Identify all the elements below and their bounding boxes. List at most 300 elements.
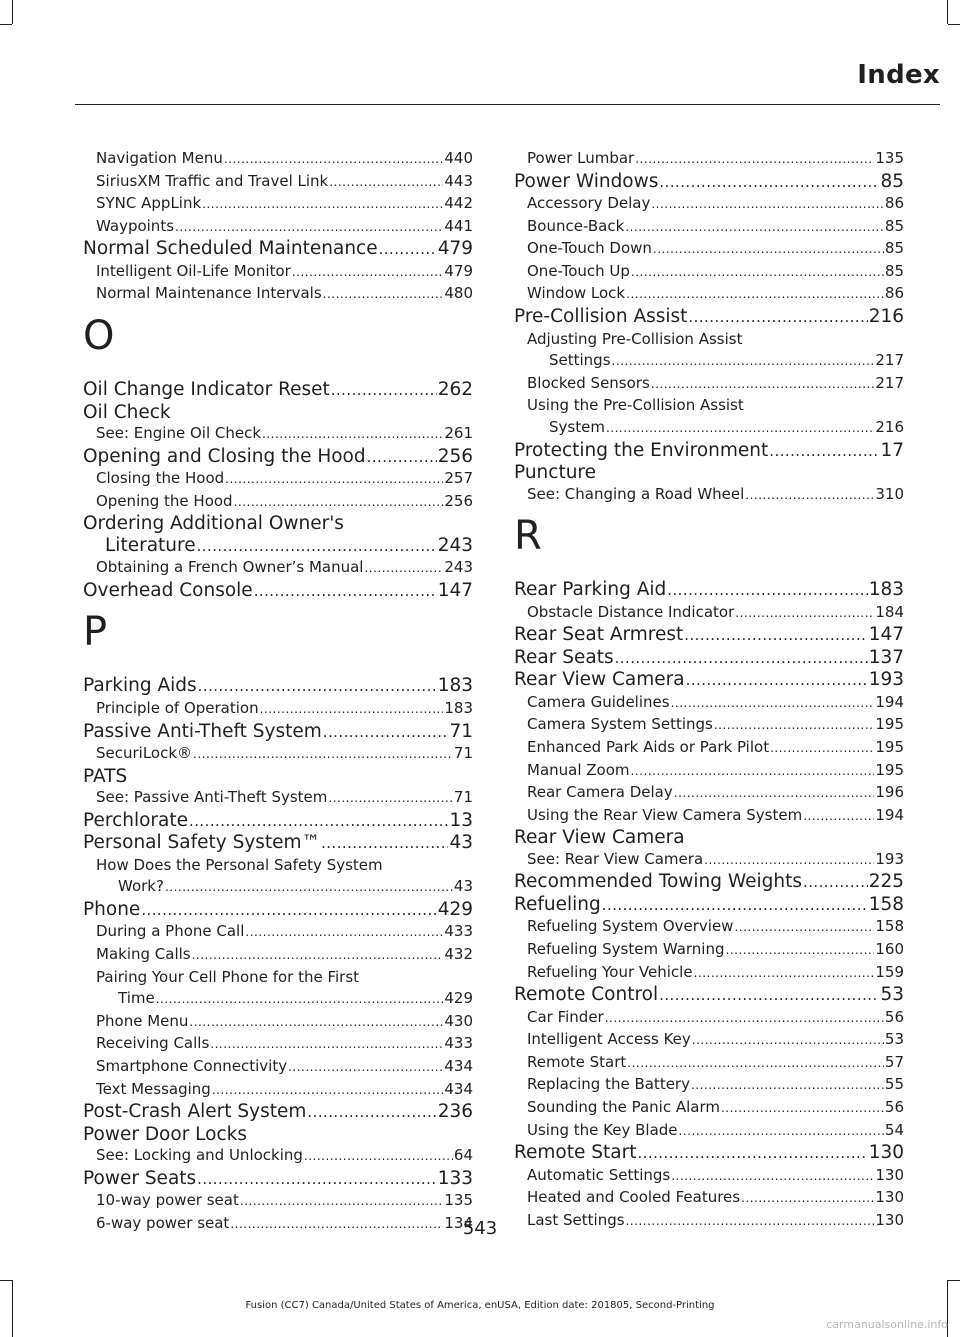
dot-leader	[321, 833, 448, 855]
watermark: carmanualsonline.info	[826, 1318, 948, 1331]
dot-leader	[379, 239, 437, 261]
entry-page: 130	[875, 1188, 904, 1207]
entry-text: Principle of Operation	[96, 698, 259, 717]
dot-leader	[692, 1030, 884, 1052]
entry-text: How Does the Personal Safety System	[96, 855, 383, 874]
entry-text: Intelligent Oil-Life Monitor	[96, 261, 291, 280]
entry-text: Obtaining a French Owner’s Manual	[96, 558, 364, 577]
index-entry[interactable]	[514, 894, 904, 917]
dot-leader	[288, 1057, 443, 1079]
entry-page: 71	[449, 720, 473, 742]
entry-page: 159	[875, 962, 904, 981]
entry-page: 225	[868, 871, 904, 893]
entry-page: 183	[437, 675, 473, 697]
entry-text: Closing the Hood	[96, 469, 225, 488]
entry-text: Making Calls	[96, 945, 191, 963]
entry-text: Perchlorate	[83, 809, 189, 831]
entry-text: Pre-Collision Assist	[514, 306, 688, 328]
dot-leader	[688, 307, 867, 329]
entry-text: Pairing Your Cell Phone for the First	[96, 967, 360, 986]
entry-page: 433	[444, 1034, 473, 1053]
index-entry[interactable]	[514, 984, 904, 1007]
dot-leader	[260, 699, 444, 721]
entry-page: 160	[875, 939, 904, 958]
index-heading: Oil Check	[83, 401, 171, 423]
dot-leader	[625, 217, 884, 239]
entry-text: See: Changing a Road Wheel	[527, 484, 745, 503]
entry-text: Rear Camera Delay	[527, 783, 673, 802]
index-subentry[interactable]	[514, 193, 904, 216]
entry-text: Phone Menu	[96, 1011, 189, 1030]
dot-leader	[631, 761, 875, 783]
entry-page: 243	[444, 558, 473, 577]
entry-text: Phone	[83, 898, 141, 920]
dot-leader	[694, 963, 875, 985]
entry-text: Using the Pre-Collision Assist	[527, 396, 744, 415]
index-subentry[interactable]	[514, 939, 904, 962]
entry-page: 193	[868, 669, 904, 691]
index-entry[interactable]	[83, 832, 473, 855]
dot-leader	[726, 940, 875, 962]
entry-page: 57	[884, 1052, 904, 1071]
entry-page: 55	[884, 1075, 904, 1094]
index-entry[interactable]	[514, 306, 904, 329]
entry-page: 184	[875, 602, 904, 621]
index-entry[interactable]	[83, 899, 473, 922]
dot-leader	[671, 693, 875, 715]
dot-leader	[721, 1098, 884, 1120]
crop-mark-top-left-v	[12, 0, 13, 24]
index-subentry[interactable]	[83, 171, 473, 194]
entry-page: 135	[444, 1191, 473, 1210]
entry-page: 71	[453, 788, 473, 807]
entry-continuation[interactable]	[96, 988, 473, 1011]
entry-text: Intelligent Access Key	[527, 1030, 691, 1049]
index-subentry[interactable]	[83, 1056, 473, 1079]
dot-leader	[175, 217, 443, 239]
entry-text: Refueling Your Vehicle	[527, 962, 693, 981]
entry-text: During a Phone Call	[96, 922, 245, 941]
index-subentry[interactable]	[83, 148, 473, 171]
entry-text: Opening and Closing the Hood	[83, 445, 366, 467]
entry-page: 130	[875, 1210, 904, 1229]
dot-leader	[304, 1146, 453, 1168]
entry-text: Window Lock	[527, 284, 626, 303]
section-letter: P	[83, 609, 108, 656]
index-heading: Puncture	[514, 462, 597, 484]
dot-leader	[262, 424, 443, 446]
entry-text: System	[549, 417, 605, 436]
entry-page: 85	[884, 261, 904, 280]
crop-mark-top-right-v	[947, 0, 948, 24]
entry-page: 158	[875, 917, 904, 936]
entry-text: Protecting the Environment	[514, 439, 769, 461]
dot-leader	[651, 194, 884, 216]
index-subentry[interactable]	[514, 692, 904, 715]
index-subentry[interactable]	[83, 216, 473, 239]
index-entry[interactable]	[83, 810, 473, 833]
index-subentry[interactable]	[514, 782, 904, 805]
entry-text: Remote Start	[527, 1052, 627, 1071]
dot-leader	[704, 850, 874, 872]
index-subentry[interactable]	[514, 916, 904, 939]
dot-leader	[659, 985, 879, 1007]
entry-page: 256	[444, 491, 473, 510]
entry-text: Literature	[105, 534, 196, 556]
entry-page: 53	[880, 984, 904, 1006]
entry-page: 64	[453, 1146, 473, 1165]
entry-page: 53	[884, 1030, 904, 1049]
index-entry[interactable]	[514, 669, 904, 692]
index-subentry[interactable]	[514, 373, 904, 396]
entry-text: Power Windows	[514, 170, 659, 192]
index-subentry[interactable]	[514, 849, 904, 872]
dot-leader	[367, 447, 437, 469]
entry-page: 434	[444, 1056, 473, 1075]
entry-page: 236	[437, 1101, 473, 1123]
index-subentry[interactable]	[514, 760, 904, 783]
index-subentry[interactable]	[83, 283, 473, 306]
entry-page: 310	[875, 484, 904, 503]
index-subentry[interactable]	[83, 468, 473, 491]
index-entry[interactable]	[83, 238, 473, 261]
dot-leader	[735, 603, 874, 625]
entry-page: 196	[875, 783, 904, 802]
index-subentry[interactable]	[514, 283, 904, 306]
dot-leader	[245, 922, 443, 944]
entry-text: Post-Crash Alert System	[83, 1101, 307, 1123]
entry-page: 133	[437, 1167, 473, 1189]
entry-text: Using the Key Blade	[527, 1120, 678, 1139]
dot-leader	[803, 872, 868, 894]
dot-leader	[323, 284, 444, 306]
dot-leader	[193, 744, 453, 766]
entry-text: Last Settings	[527, 1210, 625, 1229]
entry-page: 194	[875, 805, 904, 824]
entry-page: 193	[875, 849, 904, 868]
crop-mark-top-right-h	[948, 24, 960, 25]
dot-leader	[254, 581, 437, 603]
entry-text: Obstacle Distance Indicator	[527, 602, 735, 621]
entry-text: Waypoints	[96, 216, 175, 235]
dot-leader	[198, 676, 437, 698]
entry-page: 195	[875, 760, 904, 779]
index-entry[interactable]	[514, 624, 904, 647]
index-subentry[interactable]	[514, 1120, 904, 1143]
dot-leader	[612, 351, 875, 373]
entry-page: 86	[884, 284, 904, 303]
entry-text: Blocked Sensors	[527, 373, 650, 392]
entry-page: 71	[453, 744, 473, 763]
dot-leader	[141, 900, 436, 922]
index-subentry[interactable]	[514, 484, 904, 507]
entry-page: 85	[884, 239, 904, 258]
entry-page: 443	[444, 171, 473, 190]
entry-page: 216	[868, 306, 904, 328]
entry-page: 147	[437, 579, 473, 601]
dot-leader	[734, 917, 874, 939]
index-subentry[interactable]	[514, 1074, 904, 1097]
entry-text: Manual Zoom	[527, 760, 630, 779]
entry-page: 130	[868, 1142, 904, 1164]
entry-text: Recommended Towing Weights	[514, 871, 802, 893]
index-entry[interactable]	[514, 1142, 904, 1165]
dot-leader	[329, 172, 443, 194]
entry-text: Smartphone Connectivity	[96, 1056, 288, 1075]
index-subentry[interactable]	[514, 1007, 904, 1030]
dot-leader	[323, 722, 449, 744]
index-subentry[interactable]	[83, 944, 473, 967]
entry-page: 43	[453, 877, 473, 896]
entry-continuation[interactable]	[96, 876, 473, 899]
entry-text: Rear Parking Aid	[514, 579, 667, 601]
index-heading: Rear View Camera	[514, 827, 685, 849]
entry-text: Text Messaging	[96, 1079, 211, 1098]
entry-text: Using the Rear View Camera System	[527, 805, 803, 824]
entry-text: Remote Start	[514, 1142, 637, 1164]
entry-text: See: Locking and Unlocking	[96, 1146, 303, 1165]
dot-leader	[606, 418, 874, 440]
entry-text: Work?	[118, 877, 164, 896]
index-entry[interactable]	[514, 579, 904, 602]
entry-text: Refueling System Warning	[527, 939, 725, 958]
entry-continuation[interactable]	[527, 417, 904, 440]
entry-text: Refueling System Overview	[527, 917, 734, 936]
entry-page: 147	[868, 624, 904, 646]
dot-leader	[626, 284, 884, 306]
index-subentry[interactable]	[514, 602, 904, 625]
dot-leader	[197, 536, 437, 558]
entry-page: 441	[444, 216, 473, 235]
entry-page: 479	[437, 238, 473, 260]
entry-page: 137	[868, 646, 904, 668]
dot-leader	[328, 788, 453, 810]
index-subentry[interactable]	[83, 557, 473, 580]
dot-leader	[651, 374, 875, 396]
entry-text: See: Engine Oil Check	[96, 424, 262, 443]
entry-page: 217	[875, 373, 904, 392]
dot-leader	[364, 558, 443, 580]
index-subentry[interactable]	[514, 1052, 904, 1075]
index-subentry[interactable]	[514, 1029, 904, 1052]
entry-text: Ordering Additional Owner's	[83, 513, 344, 535]
dot-leader	[714, 715, 875, 737]
index-entry[interactable]	[83, 721, 473, 744]
entry-text: Bounce-Back	[527, 216, 625, 235]
index-subentry[interactable]	[83, 698, 473, 721]
dot-leader	[769, 441, 879, 463]
index-subentry-multiline[interactable]	[514, 329, 904, 373]
entry-text: Opening the Hood	[96, 491, 233, 510]
index-entry[interactable]	[514, 647, 904, 670]
entry-text: Accessory Delay	[527, 194, 651, 213]
index-subentry[interactable]	[514, 805, 904, 828]
entry-page: 43	[449, 832, 473, 854]
dot-leader	[602, 895, 868, 917]
dot-leader	[189, 1012, 443, 1034]
entry-page: 56	[884, 1098, 904, 1117]
dot-leader	[653, 239, 884, 261]
dot-leader	[192, 945, 444, 967]
index-subentry-multiline[interactable]	[83, 967, 473, 1011]
entry-text: Camera Guidelines	[527, 692, 670, 711]
dot-leader	[741, 1188, 874, 1210]
dot-leader	[234, 492, 444, 514]
dot-leader	[627, 1053, 884, 1075]
entry-text: Heated and Cooled Features	[527, 1188, 741, 1207]
entry-page: 158	[868, 893, 904, 915]
index-subentry[interactable]	[514, 238, 904, 261]
entry-page: 195	[875, 737, 904, 756]
index-entry[interactable]	[83, 446, 473, 469]
entry-page: 86	[884, 194, 904, 213]
dot-leader	[635, 149, 874, 171]
entry-page: 183	[444, 698, 473, 717]
entry-page: 429	[437, 898, 473, 920]
index-subentry[interactable]	[83, 1145, 473, 1168]
entry-text: Adjusting Pre-Collision Assist	[527, 329, 743, 348]
entry-page: 54	[884, 1120, 904, 1139]
entry-text: Remote Control	[514, 984, 659, 1006]
entry-text: Oil Change Indicator Reset	[83, 379, 330, 401]
entry-page: 217	[875, 351, 904, 370]
index-entry[interactable]	[83, 580, 473, 603]
dot-leader	[770, 738, 874, 760]
dot-leader	[197, 1169, 437, 1191]
dot-leader	[189, 811, 448, 833]
entry-page: 195	[875, 715, 904, 734]
dot-leader	[679, 1121, 884, 1143]
entry-text: Camera System Settings	[527, 715, 713, 734]
entry-text: SecuriLock®	[96, 744, 193, 763]
dot-leader	[202, 194, 443, 216]
entry-page: 17	[880, 439, 904, 461]
index-subentry[interactable]	[83, 743, 473, 766]
entry-text: Normal Scheduled Maintenance	[83, 238, 378, 260]
dot-leader	[307, 1102, 436, 1124]
index-subentry[interactable]	[514, 714, 904, 737]
index-subentry[interactable]	[83, 423, 473, 446]
index-subentry-multiline[interactable]	[514, 395, 904, 439]
dot-leader	[331, 380, 437, 402]
dot-leader	[225, 469, 443, 491]
dot-leader	[637, 1143, 867, 1165]
dot-leader	[686, 670, 868, 692]
entry-text: Normal Maintenance Intervals	[96, 284, 322, 303]
index-subentry[interactable]	[514, 1097, 904, 1120]
index-entry[interactable]	[514, 871, 904, 894]
index-subentry[interactable]	[514, 962, 904, 985]
index-subentry[interactable]	[83, 193, 473, 216]
entry-text: Receiving Calls	[96, 1034, 210, 1053]
index-entry[interactable]	[83, 1101, 473, 1124]
dot-leader	[667, 580, 867, 602]
entry-page: 134	[444, 1213, 473, 1232]
dot-leader	[684, 625, 867, 647]
index-subentry[interactable]	[514, 148, 904, 171]
entry-page: 135	[875, 149, 904, 167]
dot-leader	[674, 783, 875, 805]
index-entry-multiline[interactable]	[83, 513, 473, 557]
index-subentry[interactable]	[514, 737, 904, 760]
entry-text: Rear Seat Armrest	[514, 624, 684, 646]
index-entry[interactable]	[83, 379, 473, 402]
dot-leader	[212, 1080, 444, 1102]
entry-text: Replacing the Battery	[527, 1075, 690, 1094]
title-divider	[75, 104, 940, 105]
entry-page: 429	[444, 989, 473, 1008]
index-entry[interactable]	[514, 440, 904, 463]
dot-leader	[156, 989, 444, 1011]
footer-edition-info: Fusion (CC7) Canada/United States of America, enUSA, Edition date: 201805, Second-Printing	[245, 1300, 715, 1311]
entry-text: 6-way power seat	[96, 1213, 230, 1232]
index-subentry[interactable]	[514, 261, 904, 284]
entry-continuation[interactable]	[83, 535, 473, 558]
index-entry[interactable]	[83, 1168, 473, 1191]
index-subentry[interactable]	[83, 1033, 473, 1056]
index-subentry[interactable]	[514, 1165, 904, 1188]
crop-mark-bottom-right-h	[948, 1280, 960, 1281]
index-subentry[interactable]	[83, 1190, 473, 1213]
dot-leader	[224, 149, 444, 171]
index-heading: Power Door Locks	[83, 1123, 248, 1145]
index-entry[interactable]	[83, 675, 473, 698]
entry-text: Passive Anti-Theft System	[83, 720, 322, 742]
dot-leader	[605, 1008, 884, 1030]
dot-leader	[615, 648, 868, 670]
entry-text: Sounding the Panic Alarm	[527, 1098, 720, 1117]
entry-text: One-Touch Up	[527, 261, 630, 280]
index-subentry[interactable]	[83, 1079, 473, 1102]
index-subentry[interactable]	[514, 1187, 904, 1210]
index-subentry[interactable]	[83, 1011, 473, 1034]
dot-leader	[691, 1075, 884, 1097]
index-subentry[interactable]	[83, 261, 473, 284]
index-subentry[interactable]	[83, 787, 473, 810]
dot-leader	[671, 1166, 874, 1188]
entry-text: See: Rear View Camera	[527, 849, 704, 868]
index-subentry[interactable]	[83, 491, 473, 514]
entry-text: Settings	[549, 351, 611, 370]
entry-page: 434	[444, 1079, 473, 1098]
entry-page: 183	[868, 579, 904, 601]
crop-mark-top-left-h	[0, 24, 12, 25]
dot-leader	[659, 172, 879, 194]
dot-leader	[240, 1191, 444, 1213]
entry-page: 479	[444, 261, 473, 280]
entry-text: Car Finder	[527, 1007, 604, 1026]
section-letter: R	[514, 513, 542, 560]
index-subentry[interactable]	[83, 921, 473, 944]
entry-text: Power Seats	[83, 1167, 197, 1189]
dot-leader	[803, 806, 874, 828]
entry-text: Rear View Camera	[514, 669, 685, 691]
entry-page: 56	[884, 1007, 904, 1026]
entry-page: 130	[875, 1165, 904, 1184]
index-subentry-multiline[interactable]	[83, 855, 473, 899]
dot-leader	[745, 485, 874, 507]
index-entry[interactable]	[514, 171, 904, 194]
page-number: 543	[462, 1218, 498, 1239]
entry-text: Automatic Settings	[527, 1165, 671, 1184]
index-subentry[interactable]	[514, 216, 904, 239]
entry-continuation[interactable]	[527, 350, 904, 373]
crop-mark-bottom-left-h	[0, 1280, 12, 1281]
section-letter: O	[83, 313, 115, 360]
entry-page: 85	[880, 170, 904, 192]
entry-text: Navigation Menu	[96, 149, 223, 167]
entry-text: Power Lumbar	[527, 149, 635, 167]
